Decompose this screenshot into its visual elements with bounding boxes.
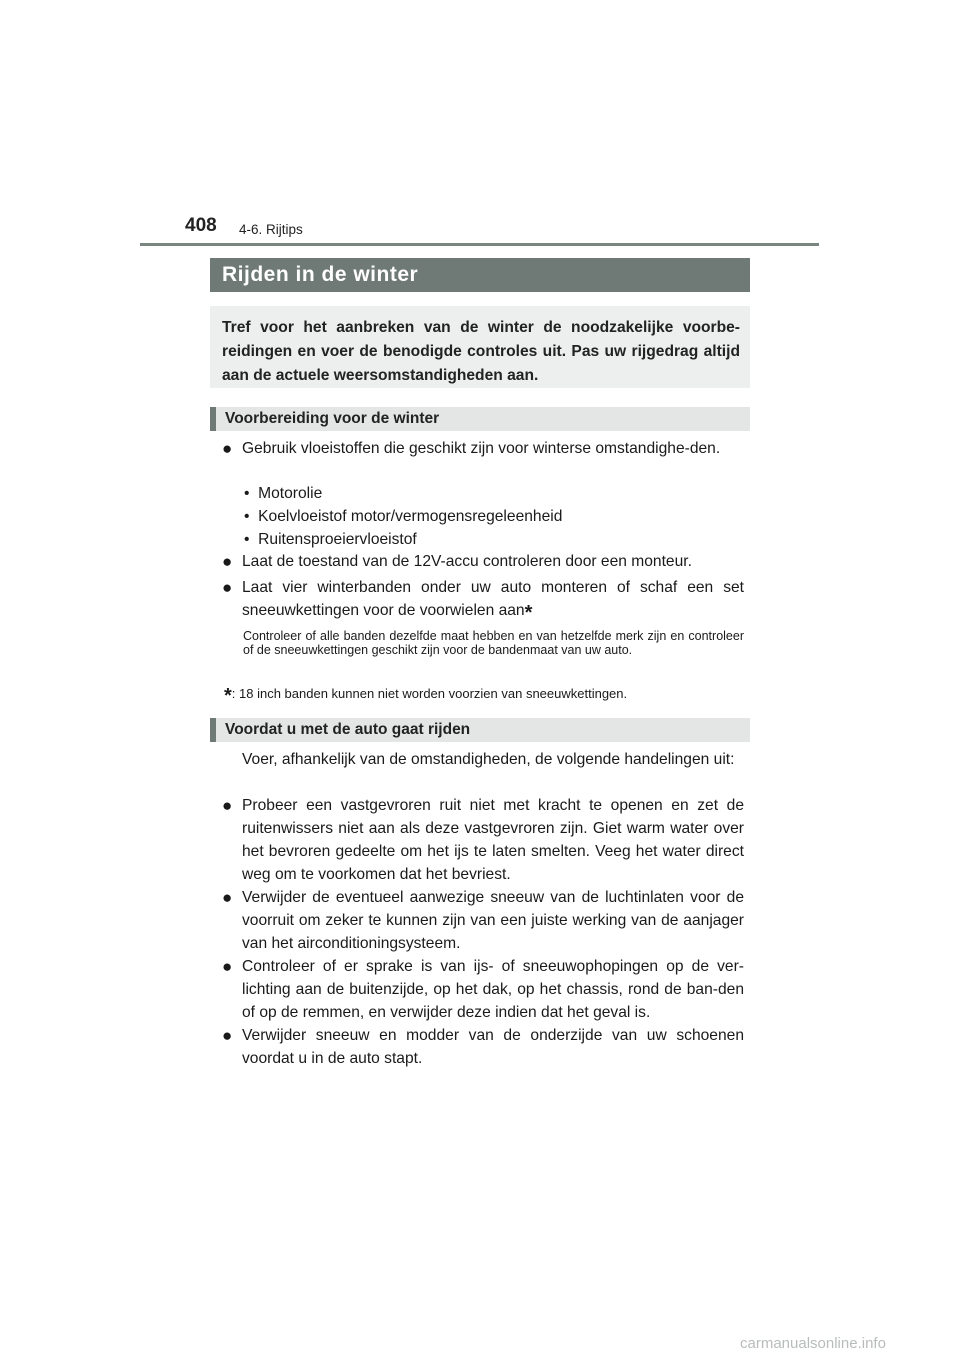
bullet-item [222, 955, 744, 1024]
bullet-glyph: ● [222, 439, 233, 458]
intro-box: Tref voor het aanbreken van de winter de noodzakelijke voorbe-reidingen en voer de benodigde controles uit. Pas uw rijgedrag altijd aan de actuele weersomstandigheden aan. [210, 306, 750, 388]
bullet-text: Gebruik vloeistoffen die geschikt zijn voor winterse omstandighe-den. [242, 440, 721, 457]
sub-bullet-glyph: • [244, 531, 250, 548]
bullet-glyph: ● [222, 957, 233, 976]
page-title: Rijden in de winter [210, 258, 750, 292]
asterisk-mark: * [524, 602, 533, 624]
bullet-item [222, 550, 744, 573]
sub-item [244, 529, 417, 551]
section-reference: 4-6. Rijtips [239, 222, 303, 237]
subheading-preparation: Voorbereiding voor de winter [210, 407, 750, 431]
tire-note: Controleer of alle banden dezelfde maat hebben en van hetzelfde merk zijn en controleer of de sneeuwkettingen geschikt zijn voor de bandenmaat van uw auto. [243, 629, 744, 657]
footnote [224, 685, 628, 707]
section-intro: Voer, afhankelijk van de omstandigheden, de volgende handelingen uit: [242, 751, 735, 768]
bullet-text: Verwijder sneeuw en modder van de onderzijde van uw schoenen voordat u in de auto stapt. [242, 1027, 744, 1067]
sub-bullet-glyph: • [244, 485, 250, 502]
sub-item-text: Ruitensproeiervloeistof [258, 531, 417, 548]
bullet-glyph: ● [222, 552, 233, 571]
bullet-item [222, 794, 744, 886]
bullet-glyph: ● [222, 796, 233, 815]
bullet-text: Laat de toestand van de 12V-accu controleren door een monteur. [242, 553, 692, 570]
page-number: 408 [185, 215, 217, 236]
bullet-text: Probeer een vastgevroren ruit niet met kracht te openen en zet de ruitenwissers niet aan als deze vastgevroren zijn. Giet warm water over het bevroren gedeelte om het ijs te laten smelten. Veeg het water direct weg om te voorkomen dat het bevriest. [242, 797, 744, 883]
footnote-text: : 18 inch banden kunnen niet worden voorzien van sneeuwkettingen. [231, 686, 628, 701]
sub-item-text: Motorolie [258, 485, 323, 502]
bullet-text: Controleer of er sprake is van ijs- of sneeuwophopingen op de ver-lichting aan de buitenzijde, op het dak, op het chassis, rond de ban-den of op de remmen, en verwijder deze indien dat het geval is. [242, 958, 744, 1021]
bullet-glyph: ● [222, 1026, 233, 1045]
bullet-text: Verwijder de eventueel aanwezige sneeuw van de luchtinlaten voor de voorruit om zeker te kunnen zijn van een juiste werking van de aanjager van het airconditioningsysteem. [242, 889, 744, 952]
sub-item [244, 483, 322, 505]
bullet-item [222, 437, 744, 460]
footnote-asterisk: * [224, 685, 232, 707]
subheading-before-driving: Voordat u met de auto gaat rijden [210, 718, 750, 742]
bullet-glyph: ● [222, 578, 233, 597]
bullet-item [222, 886, 744, 955]
bullet-text: Laat vier winterbanden onder uw auto monteren of schaf een set sneeuwkettingen voor de voorwielen aan [242, 579, 744, 619]
watermark: carmanualsonline.info [740, 1335, 886, 1352]
sub-item [244, 506, 562, 528]
bullet-item [222, 576, 744, 625]
sub-bullet-glyph: • [244, 508, 250, 525]
bullet-glyph: ● [222, 888, 233, 907]
header-rule [140, 243, 819, 246]
bullet-text-wrapper [242, 576, 744, 625]
bullet-item [222, 1024, 744, 1070]
sub-item-text: Koelvloeistof motor/vermogensregeleenheid [258, 508, 563, 525]
